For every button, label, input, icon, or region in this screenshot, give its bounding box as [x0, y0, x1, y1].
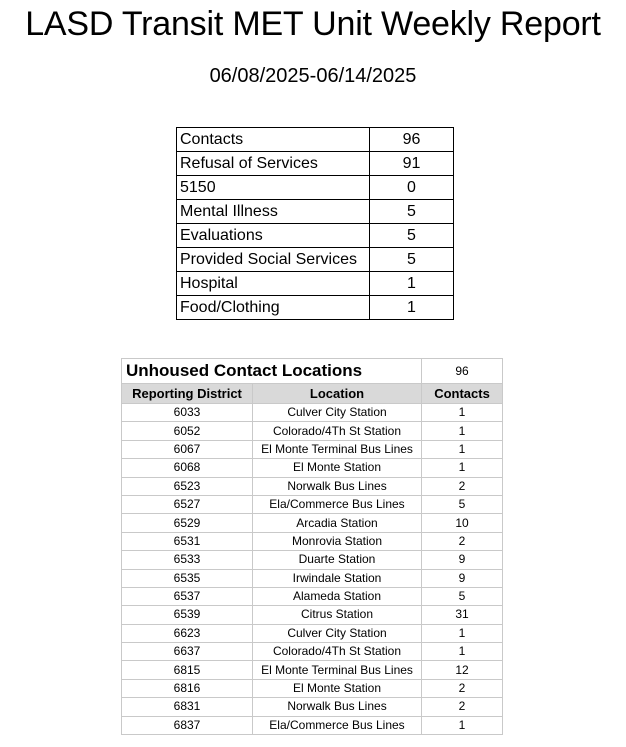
cell-contacts: 5 — [422, 587, 503, 605]
summary-row — [177, 152, 454, 176]
summary-row — [177, 272, 454, 296]
cell-district: 6531 — [122, 532, 253, 550]
table-row — [122, 551, 503, 569]
cell-district: 6623 — [122, 624, 253, 642]
cell-location: Culver City Station — [253, 404, 422, 422]
cell-district: 6537 — [122, 587, 253, 605]
summary-row — [177, 200, 454, 224]
cell-location: Norwalk Bus Lines — [253, 698, 422, 716]
locations-title-row — [122, 359, 503, 384]
cell-location: Ela/Commerce Bus Lines — [253, 716, 422, 734]
cell-district: 6637 — [122, 643, 253, 661]
summary-label: Contacts — [177, 128, 370, 152]
summary-label: Food/Clothing — [177, 296, 370, 320]
cell-contacts: 1 — [422, 404, 503, 422]
cell-contacts: 2 — [422, 679, 503, 697]
cell-district: 6527 — [122, 495, 253, 513]
cell-location: Ela/Commerce Bus Lines — [253, 495, 422, 513]
cell-district: 6523 — [122, 477, 253, 495]
locations-table — [121, 358, 503, 735]
table-row — [122, 440, 503, 458]
cell-district: 6535 — [122, 569, 253, 587]
cell-contacts: 2 — [422, 698, 503, 716]
table-row — [122, 404, 503, 422]
table-row — [122, 569, 503, 587]
cell-location: Arcadia Station — [253, 514, 422, 532]
locations-title: Unhoused Contact Locations — [122, 359, 422, 384]
summary-value: 1 — [370, 272, 454, 296]
cell-location: Irwindale Station — [253, 569, 422, 587]
table-row — [122, 698, 503, 716]
cell-location: Alameda Station — [253, 587, 422, 605]
summary-label: Evaluations — [177, 224, 370, 248]
summary-value: 5 — [370, 224, 454, 248]
summary-label: Refusal of Services — [177, 152, 370, 176]
table-row — [122, 643, 503, 661]
cell-contacts: 12 — [422, 661, 503, 679]
cell-contacts: 5 — [422, 495, 503, 513]
cell-location: Norwalk Bus Lines — [253, 477, 422, 495]
table-row — [122, 587, 503, 605]
cell-district: 6067 — [122, 440, 253, 458]
cell-location: Colorado/4Th St Station — [253, 643, 422, 661]
header-contacts: Contacts — [422, 384, 503, 404]
summary-label: Hospital — [177, 272, 370, 296]
cell-location: El Monte Terminal Bus Lines — [253, 661, 422, 679]
cell-contacts: 1 — [422, 643, 503, 661]
cell-location: El Monte Terminal Bus Lines — [253, 440, 422, 458]
locations-header-row — [122, 384, 503, 404]
summary-label: Provided Social Services — [177, 248, 370, 272]
table-row — [122, 459, 503, 477]
summary-label: Mental Illness — [177, 200, 370, 224]
cell-district: 6033 — [122, 404, 253, 422]
table-row — [122, 679, 503, 697]
table-row — [122, 422, 503, 440]
summary-row — [177, 176, 454, 200]
cell-contacts: 1 — [422, 440, 503, 458]
cell-location: Colorado/4Th St Station — [253, 422, 422, 440]
cell-contacts: 2 — [422, 477, 503, 495]
summary-value: 5 — [370, 248, 454, 272]
table-row — [122, 624, 503, 642]
summary-value: 0 — [370, 176, 454, 200]
cell-district: 6533 — [122, 551, 253, 569]
table-row — [122, 532, 503, 550]
cell-location: Culver City Station — [253, 624, 422, 642]
cell-contacts: 1 — [422, 459, 503, 477]
report-title: LASD Transit MET Unit Weekly Report — [25, 5, 601, 43]
cell-contacts: 2 — [422, 532, 503, 550]
cell-district: 6539 — [122, 606, 253, 624]
header-reporting-district: Reporting District — [122, 384, 253, 404]
locations-total: 96 — [422, 359, 503, 384]
table-row — [122, 716, 503, 734]
cell-district: 6831 — [122, 698, 253, 716]
summary-value: 91 — [370, 152, 454, 176]
summary-value: 96 — [370, 128, 454, 152]
cell-contacts: 10 — [422, 514, 503, 532]
summary-row — [177, 248, 454, 272]
table-row — [122, 661, 503, 679]
cell-location: Monrovia Station — [253, 532, 422, 550]
cell-location: El Monte Station — [253, 459, 422, 477]
header-location: Location — [253, 384, 422, 404]
summary-row — [177, 296, 454, 320]
cell-location: Citrus Station — [253, 606, 422, 624]
cell-district: 6529 — [122, 514, 253, 532]
cell-district: 6837 — [122, 716, 253, 734]
cell-contacts: 9 — [422, 551, 503, 569]
cell-contacts: 31 — [422, 606, 503, 624]
table-row — [122, 477, 503, 495]
summary-label: 5150 — [177, 176, 370, 200]
summary-row — [177, 224, 454, 248]
table-row — [122, 606, 503, 624]
cell-district: 6068 — [122, 459, 253, 477]
summary-row — [177, 128, 454, 152]
cell-district: 6052 — [122, 422, 253, 440]
cell-district: 6816 — [122, 679, 253, 697]
cell-contacts: 1 — [422, 422, 503, 440]
cell-district: 6815 — [122, 661, 253, 679]
cell-contacts: 1 — [422, 716, 503, 734]
summary-table — [176, 127, 454, 320]
cell-location: El Monte Station — [253, 679, 422, 697]
report-date-range: 06/08/2025-06/14/2025 — [209, 65, 417, 87]
cell-location: Duarte Station — [253, 551, 422, 569]
cell-contacts: 9 — [422, 569, 503, 587]
summary-value: 5 — [370, 200, 454, 224]
table-row — [122, 495, 503, 513]
table-row — [122, 514, 503, 532]
cell-contacts: 1 — [422, 624, 503, 642]
summary-value: 1 — [370, 296, 454, 320]
